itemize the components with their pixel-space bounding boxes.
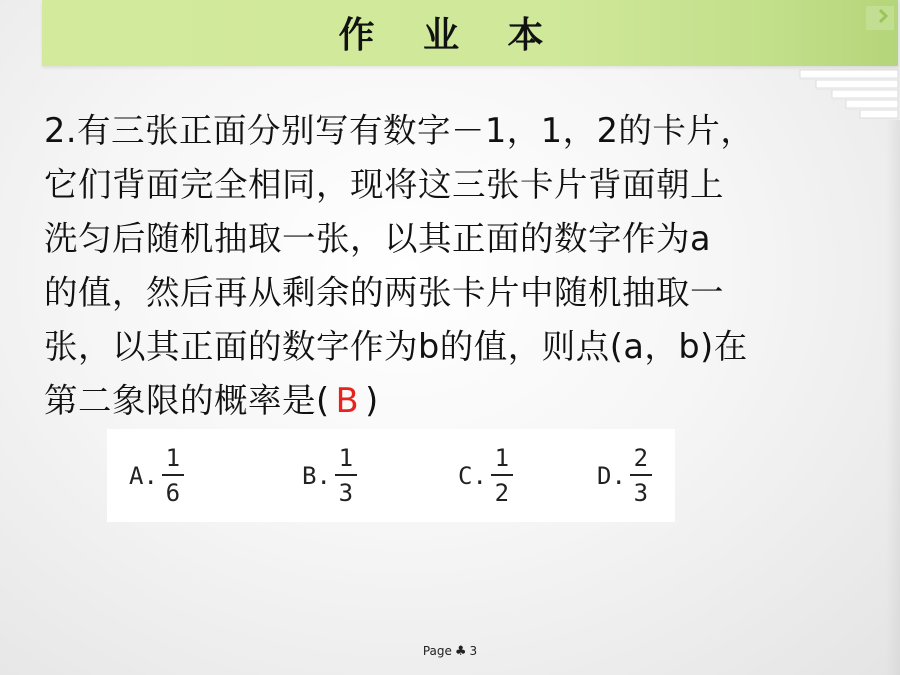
- option-b: [302, 429, 357, 522]
- right-edge-shadow: [886, 120, 900, 675]
- fraction: [630, 443, 652, 508]
- question-text: [44, 104, 864, 428]
- option-letter: A.: [129, 461, 158, 490]
- denominator: 3: [338, 479, 354, 507]
- numerator: 1: [165, 444, 181, 472]
- fraction-bar: [335, 474, 357, 476]
- question-line-suffix: ): [365, 381, 379, 420]
- question-line-prefix: 第二象限的概率是(: [44, 381, 330, 420]
- option-letter: B.: [302, 461, 331, 490]
- question-last-line: [44, 374, 864, 428]
- fraction: [491, 443, 513, 508]
- page-label: Page: [422, 644, 452, 658]
- question-line: 洗匀后随机抽取一张，以其正面的数字作为a: [44, 219, 712, 258]
- page-footer: [0, 644, 900, 659]
- fraction-bar: [162, 474, 184, 476]
- fraction: [335, 443, 357, 508]
- answer-text: B: [335, 381, 360, 420]
- page-number: 3: [469, 644, 478, 658]
- numerator: 1: [338, 444, 354, 472]
- fraction-bar: [491, 474, 513, 476]
- club-icon: ♣: [454, 644, 467, 659]
- denominator: 2: [494, 479, 510, 507]
- option-letter: C.: [458, 461, 487, 490]
- question-line: 2.有三张正面分别写有数字－1，1，2的卡片，: [44, 111, 755, 150]
- options-image: [107, 429, 675, 522]
- denominator: 6: [165, 479, 181, 507]
- option-letter: D.: [597, 461, 626, 490]
- question-line: 的值，然后再从剩余的两张卡片中随机抽取一: [44, 273, 724, 312]
- question-line: 张，以其正面的数字作为b的值，则点(a，b)在: [44, 327, 748, 366]
- numerator: 1: [494, 444, 510, 472]
- option-a: [129, 429, 184, 522]
- option-c: [458, 429, 513, 522]
- fraction: [162, 443, 184, 508]
- option-d: [597, 429, 652, 522]
- page-title: 作 业 本: [338, 14, 562, 56]
- denominator: 3: [633, 479, 649, 507]
- fraction-bar: [630, 474, 652, 476]
- question-line: 它们背面完全相同，现将这三张卡片背面朝上: [44, 165, 724, 204]
- numerator: 2: [633, 444, 649, 472]
